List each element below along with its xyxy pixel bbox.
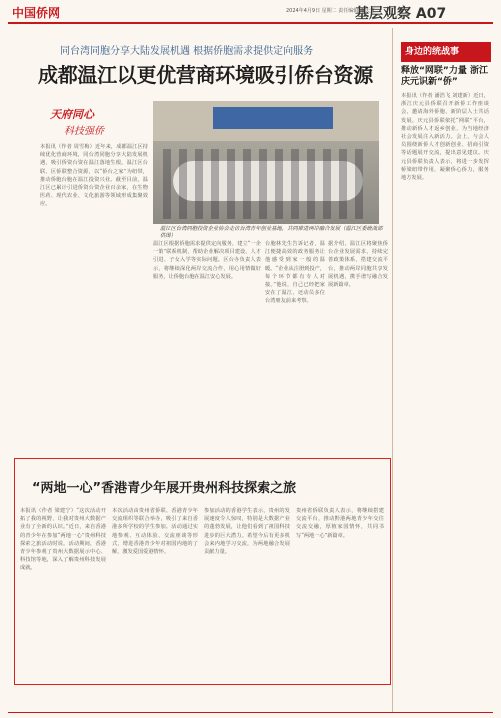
story2-col1-text: “这次活动开拓了我的视野，让我对贵州大数据产业有了全新的认识。”近日，来自香港的青少年在参加“两地一心”贵州科技探索之旅活动时说。活动期间，香港青少年参观了贵州大数据展示中心、科技馆等地，深入了解贵州科技发展成就。	[20, 508, 106, 572]
story2-column-4: 贵州省侨联负责人表示，将继续搭建交流平台，推动黔港两地青少年交往交流交融，厚植家国情怀，共同书写“两地一心”新篇章。	[296, 508, 384, 539]
story2-column-3: 参加活动的香港学生表示，贵州的发展速度令人惊叹，特别是大数据产业的蓬勃发展，让他们看到了祖国科技进步的巨大潜力。希望今后有更多机会来内地学习交流，为两地融合发展贡献力量。	[204, 508, 290, 556]
lead-column-2: 温江区根据侨胞需求提供定向服务，建立“一企一策”联系机制，帮助企业解决项目建设、人才引进、子女入学等实际问题。区台办负责人表示，将继续深化两岸交流合作，用心用情做好服务，让侨胞台胞在温江安心发展。	[153, 241, 261, 280]
column-logo-line2: 科技强侨	[64, 126, 104, 137]
section-title: 基层观察 A07	[355, 6, 447, 22]
story2-column-2: 本次活动由贵州省侨联、香港青少年交流组织等联合举办，吸引了来自香港多所学校的学生参加。活动通过实地参观、互动体验、交流座谈等形式，增进香港青少年对祖国内地的了解，激发爱国爱港情怀。	[112, 508, 198, 556]
sidebar-body: 本报讯（作者 潘浩飞 刘建新）近日，浙江庆元县侨联召开新侨工作座谈会，邀请海外侨胞、新阶层人士共话发展。庆元县侨联依托“网联”平台，推动新侨人才返乡创业，为当地经济社会发展注入新活力。会上，与会人员围绕新侨人才创新创业、招商引资等话题展开交流，提出意见建议。庆元县侨联负责人表示，将进一步发挥桥梁纽带作用，凝聚侨心侨力，服务地方发展。	[401, 93, 489, 182]
lead-byline: 本报讯（作者 周雪梅）	[40, 144, 95, 150]
story2-credit: 本报讯（作者 梁建宁）	[20, 508, 77, 514]
bottom-rule	[8, 712, 493, 713]
lead-column-3: 台胞林先生告诉记者，温江便捷高效的政务服务让他感受到家一般的温暖。“企业从注册到投产，每个环节都有专人对接。”他说，自己已经把家安在了温江，还动员多位台湾朋友前来考察。	[265, 241, 325, 305]
photo-caption: 温江区台湾同胞投资企业协会走访台湾青年创业基地，共同推进两岸融合发展（温江区委统战部供图）	[160, 226, 383, 239]
story2-title: “两地一心”香港青少年展开贵州科技探索之旅	[32, 481, 297, 496]
column-logo-line1: 天府同心	[50, 108, 94, 121]
masthead-date: 2024年4月9日 星期二 责任编辑:李天亚	[286, 8, 375, 14]
lead-headline: 成都温江以更优营商环境吸引侨台资源	[38, 63, 373, 87]
masthead-logo: 中国侨网	[12, 6, 61, 20]
sidebar-banner: 身边的统战事	[401, 42, 491, 62]
column-divider	[392, 28, 393, 713]
lead-photo	[153, 101, 379, 224]
lead-column-4: 据介绍，温江区将聚焦侨台企业发展需求，持续完善政策体系，搭建交流平台，推动两岸同胞共享发展机遇，携手谱写融合发展新篇章。	[328, 241, 388, 289]
lead-kicker: 同台湾同胞分享大陆发展机遇 根据侨胞需求提供定向服务	[60, 46, 314, 57]
sidebar-title: 释放“网联”力量 浙江庆元识新“侨”	[401, 66, 488, 87]
lead-column-1	[40, 143, 148, 455]
column-logo	[42, 104, 116, 142]
masthead-rule	[8, 22, 493, 24]
lead-col1-text: 近年来，成都温江区持续优化营商环境，同台湾同胞分享大陆发展机遇，吸引侨资台资在温江落地生根。温江区台联、区侨联整合资源，以“侨台之家”为纽带，推动侨胞台胞在温江投资兴业。截至目前，温江区已累计引进侨资台资企业百余家，在生物医药、现代农业、文化旅游等领域形成集聚效应。	[40, 144, 148, 208]
story2-column-1	[20, 507, 106, 677]
